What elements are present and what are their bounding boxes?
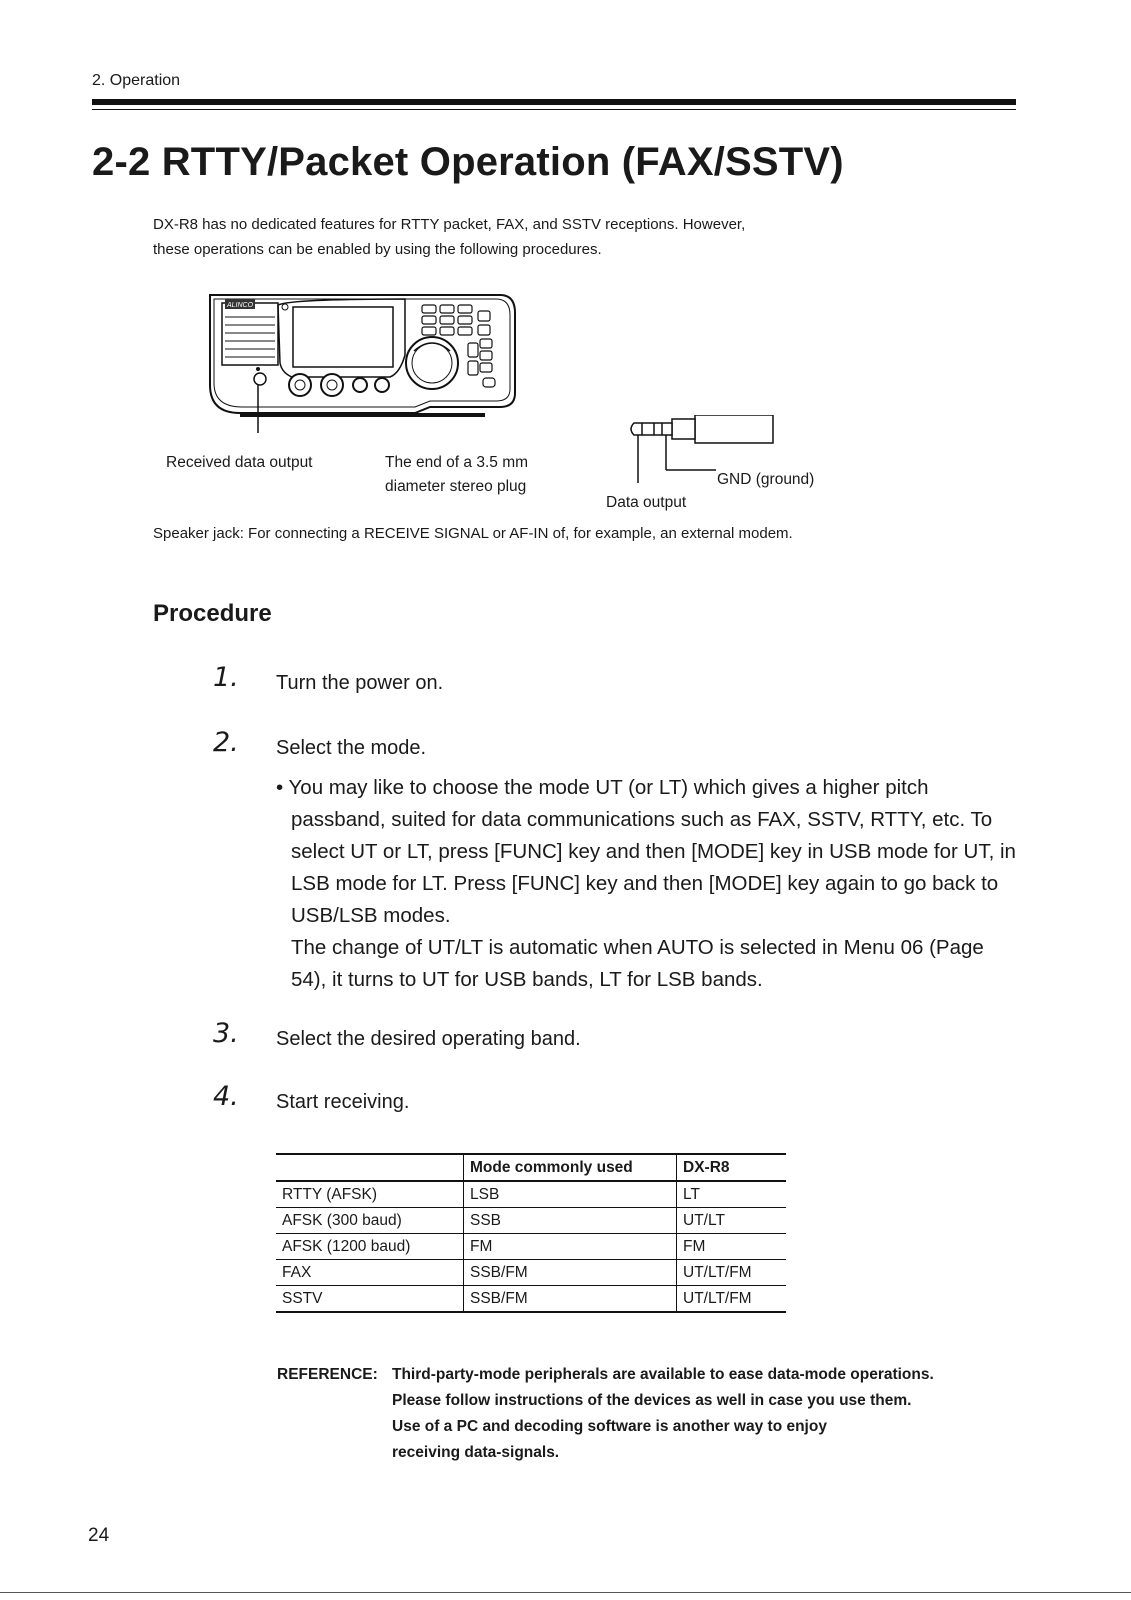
reference-line: Third-party-mode peripherals are available to ease data-mode operations. <box>392 1366 934 1383</box>
table-cell: SSB <box>464 1208 677 1234</box>
step-text: Start receiving. <box>276 1091 410 1113</box>
plug-body <box>695 415 773 443</box>
knob <box>353 378 367 392</box>
reference-line: receiving data-signals. <box>392 1444 560 1461</box>
knob <box>289 374 311 396</box>
brand-text: ALINCO <box>226 302 254 309</box>
speaker-jack <box>254 373 266 385</box>
speaker-jack-note: Speaker jack: For connecting a RECEIVE SIGNAL or AF-IN of, for example, an external modem. <box>153 525 793 542</box>
caption-line: diameter stereo plug <box>385 478 527 495</box>
step-number: 1. <box>213 662 239 693</box>
procedure-heading: Procedure <box>153 600 272 627</box>
table-cell: FAX <box>276 1260 464 1286</box>
step-text: Select the mode. <box>276 737 427 759</box>
table-row <box>276 1181 786 1208</box>
table-cell: AFSK (300 baud) <box>276 1208 464 1234</box>
table-cell: LSB <box>464 1181 677 1208</box>
caption-received-data-output: Received data output <box>166 454 313 471</box>
bottom-rule <box>0 1592 1131 1593</box>
page-title: 2-2 RTTY/Packet Operation (FAX/SSTV) <box>92 140 844 184</box>
step-2-details <box>276 772 1016 996</box>
table-header <box>276 1154 464 1181</box>
table-cell: SSB/FM <box>464 1260 677 1286</box>
table-cell: UT/LT/FM <box>677 1286 787 1313</box>
table-cell: FM <box>677 1234 787 1260</box>
reference-line: Use of a PC and decoding software is another way to enjoy <box>392 1418 827 1435</box>
table-cell: LT <box>677 1181 787 1208</box>
step-number: 2. <box>213 727 239 758</box>
intro-line: DX-R8 has no dedicated features for RTTY packet, FAX, and SSTV receptions. However, <box>153 216 746 233</box>
plug-tip <box>631 423 672 435</box>
section-label: 2. Operation <box>92 72 181 89</box>
knob <box>375 378 389 392</box>
step-text: Select the desired operating band. <box>276 1028 581 1050</box>
caption-data-output: Data output <box>606 494 687 511</box>
reference-label: REFERENCE: <box>277 1366 378 1383</box>
intro-paragraph <box>153 212 873 262</box>
mode-table <box>276 1153 786 1313</box>
table-cell: SSB/FM <box>464 1286 677 1313</box>
caption-line: The end of a 3.5 mm <box>385 454 529 471</box>
page-number: 24 <box>88 1525 110 1546</box>
table-cell: RTTY (AFSK) <box>276 1181 464 1208</box>
table-row <box>276 1260 786 1286</box>
caption-gnd: GND (ground) <box>717 471 815 488</box>
radio-front-panel-illustration <box>200 285 520 445</box>
reference-line: Please follow instructions of the devices as well in case you use them. <box>392 1392 912 1409</box>
step-2-bullet: • You may like to choose the mode UT (or LT) which gives a higher pitch passband, suited for data communications such as FAX, SSTV, RTTY, etc. To select UT or LT, press [FUNC] key and then [MODE] key in USB mode for UT, in LSB mode for LT. Press [FUNC] key and then [MODE] key again to go back to USB/LSB modes. <box>276 776 1016 927</box>
table-cell: SSTV <box>276 1286 464 1313</box>
table-cell: FM <box>464 1234 677 1260</box>
table-cell: AFSK (1200 baud) <box>276 1234 464 1260</box>
table-header-row <box>276 1154 786 1181</box>
table-header: Mode commonly used <box>464 1154 677 1181</box>
step-number: 4. <box>213 1081 239 1112</box>
knob <box>321 374 343 396</box>
table-header: DX-R8 <box>677 1154 787 1181</box>
table-row <box>276 1234 786 1260</box>
step-number: 3. <box>213 1018 239 1049</box>
table-cell: UT/LT/FM <box>677 1260 787 1286</box>
main-tuning-dial <box>406 337 458 389</box>
step-text: Turn the power on. <box>276 672 444 694</box>
lcd-display <box>293 307 393 367</box>
table-row <box>276 1286 786 1313</box>
intro-line: these operations can be enabled by using the following procedures. <box>153 241 602 258</box>
header-rule-thick <box>92 99 1016 105</box>
caption-plug-end <box>385 451 575 499</box>
table-row <box>276 1208 786 1234</box>
step-2-note: The change of UT/LT is automatic when AUTO is selected in Menu 06 (Page 54), it turns to UT for USB bands, LT for LSB bands. <box>291 936 984 991</box>
header-rule-thin <box>92 109 1016 110</box>
reference-note <box>277 1362 1037 1466</box>
table-cell: UT/LT <box>677 1208 787 1234</box>
